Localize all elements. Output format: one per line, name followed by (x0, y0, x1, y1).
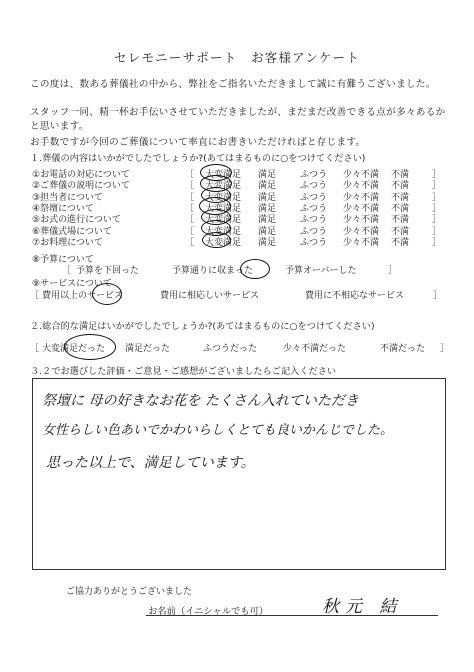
q1-row-4-option-dissatisfied[interactable]: 不満 (391, 203, 410, 214)
q1-row-2-option-satisfied[interactable]: 満足 (258, 181, 277, 192)
q1-row-6-open-bracket: ［ (185, 226, 195, 237)
comment-line-2: 女性らしい色あいでかわいらしくとても良いかんじでした。 (42, 423, 394, 438)
q1-row-6-option-neutral[interactable]: ふつう (300, 226, 328, 237)
q1-row-2-option-dissatisfied[interactable]: 不満 (391, 181, 410, 192)
q1-item-5: ⑤お式の進行について (32, 215, 121, 226)
q1-row-4-option-slightly-dissatisfied[interactable]: 少々不満 (343, 203, 380, 214)
q1-row-2-open-bracket: ［ (185, 181, 195, 192)
q1-row-4-close-bracket: ］ (432, 203, 442, 214)
q1-row-3-close-bracket: ］ (432, 192, 442, 203)
budget-option-on[interactable]: 予算通りに収まった (172, 266, 254, 276)
q3-heading: ３.２でお選びした評価・ご意見・ご感想がございましたらご記入ください (30, 366, 337, 377)
q1-row-6-option-slightly-dissatisfied[interactable]: 少々不満 (343, 226, 380, 237)
q1-row-1-option-slightly-dissatisfied[interactable]: 少々不満 (343, 170, 380, 180)
name-underline (146, 615, 438, 616)
q2-open-bracket: ［ (30, 344, 40, 354)
service-option-match[interactable]: 費用に相応しいサービス (160, 291, 260, 301)
service-option-below[interactable]: 費用に不相応なサービス (305, 291, 405, 301)
budget-close-bracket: ］ (388, 266, 398, 276)
budget-option-over[interactable]: 予算オーバーした (285, 266, 357, 276)
q1-item-3: ③担当者について (32, 192, 103, 203)
q1-row-1-open-bracket: ［ (185, 170, 195, 180)
q2-option-slightly-dissatisfied[interactable]: 少々不満だった (283, 344, 347, 354)
q1-row-7-option-satisfied[interactable]: 満足 (258, 237, 277, 248)
q2-close-bracket: ］ (440, 344, 450, 354)
q1-row-7-close-bracket: ］ (432, 237, 442, 248)
q1-row-1-close-bracket: ］ (432, 170, 442, 180)
service-answer-circle (92, 283, 122, 305)
q1-row-4-option-neutral[interactable]: ふつう (300, 203, 328, 214)
q1-item-6: ⑥葬儀式場について (32, 226, 112, 237)
q1-row-1-option-neutral[interactable]: ふつう (300, 170, 328, 180)
q2-option-neutral[interactable]: ふつうだった (203, 344, 258, 354)
q1-heading: １.葬儀の内容はいかがでしたでしょうか?(あてはまるものに○をつけてください) (30, 153, 366, 164)
q1-row-1-option-very-satisfied[interactable]: 大変満足 (205, 170, 242, 180)
comment-line-1: 祭壇に 母の好きなお花を たくさん入れていただき (42, 393, 359, 409)
q1-row-3-option-neutral[interactable]: ふつう (300, 192, 328, 203)
q1-row-2-option-neutral[interactable]: ふつう (300, 181, 328, 192)
q1-row-2-option-very-satisfied[interactable]: 大変満足 (205, 181, 242, 192)
q1-row-5-open-bracket: ［ (185, 215, 195, 226)
q1-row-6-option-satisfied[interactable]: 満足 (258, 226, 277, 237)
q1-row-5-option-satisfied[interactable]: 満足 (258, 215, 277, 226)
name-label: お名前（イニシャルでも可） (148, 606, 269, 617)
q1-row-7-option-very-satisfied[interactable]: 大変満足 (205, 237, 242, 248)
q2-option-dissatisfied[interactable]: 不満だった (380, 344, 426, 354)
q1-row-5-option-neutral[interactable]: ふつう (300, 215, 328, 226)
q1-row-5-option-slightly-dissatisfied[interactable]: 少々不満 (343, 215, 380, 226)
q1-row-6-option-very-satisfied[interactable]: 大変満足 (205, 226, 242, 237)
q2-answer-circle (64, 334, 116, 360)
budget-open-bracket: ［ (62, 266, 72, 276)
q1-item-service: ⑨サービスについて (32, 279, 112, 289)
q1-row-1-option-satisfied[interactable]: 満足 (258, 170, 277, 180)
q1-row-2-option-slightly-dissatisfied[interactable]: 少々不満 (343, 181, 380, 192)
comment-line-3: 思った以上で、満足しています。 (46, 455, 255, 471)
q1-item-4: ④祭壇について (32, 203, 94, 214)
q1-row-4-option-satisfied[interactable]: 満足 (258, 203, 277, 214)
q1-row-7-option-dissatisfied[interactable]: 不満 (391, 237, 410, 248)
q1-item-1: ①お電話の対応について (32, 170, 130, 180)
q2-option-satisfied[interactable]: 満足だった (125, 344, 171, 354)
budget-option-under[interactable]: 予算を下回った (76, 266, 140, 276)
service-open-bracket: ［ (30, 291, 40, 301)
q1-item-7: ⑦お料理について (32, 237, 103, 248)
q1-row-4-option-very-satisfied[interactable]: 大変満足 (205, 203, 242, 214)
service-close-bracket: ］ (433, 291, 443, 301)
q1-row-7-option-slightly-dissatisfied[interactable]: 少々不満 (343, 237, 380, 248)
thanks-text: ご協力ありがとうございました (66, 587, 193, 597)
budget-answer-circle (240, 259, 270, 279)
q1-row-3-option-satisfied[interactable]: 満足 (258, 192, 277, 203)
q1-row-5-option-dissatisfied[interactable]: 不満 (391, 215, 410, 226)
q1-row-3-option-dissatisfied[interactable]: 不満 (391, 192, 410, 203)
q1-row-3-open-bracket: ［ (185, 192, 195, 203)
q1-row-6-close-bracket: ］ (432, 226, 442, 237)
q1-row-3-option-very-satisfied[interactable]: 大変満足 (205, 192, 242, 203)
q1-item-2: ②ご葬儀の説明について (32, 181, 130, 192)
q1-row-7-answer-circle (202, 232, 231, 248)
q1-row-5-option-very-satisfied[interactable]: 大変満足 (205, 215, 242, 226)
intro-paragraph-2: スタッフ一同、精一杯お手伝いさせていただきましたが、まだまだ改善できる点が多々あるかと思います。 (30, 107, 446, 132)
q1-row-3-option-slightly-dissatisfied[interactable]: 少々不満 (343, 192, 380, 203)
page-title: セレモニーサポート お客様アンケート (114, 50, 360, 65)
name-value: 秋元 結 (322, 597, 403, 617)
q1-item-budget: ⑧予算について (32, 255, 94, 265)
intro-paragraph-3: お手数ですが今回のご葬儀について率直にお書きいただければと存じます。 (30, 137, 366, 148)
q1-row-4-open-bracket: ［ (185, 203, 195, 214)
q2-heading: ２.総合的な満足はいかがでしたでしょうか?(あてはまるものに○をつけてください) (30, 321, 375, 332)
q1-row-2-close-bracket: ］ (432, 181, 442, 192)
intro-paragraph-1: この度は、数ある葬儀社の中から、弊社をご指名いただきまして誠に有難うございました。 (30, 79, 436, 90)
service-option-above[interactable]: 費用以上のサービス (42, 291, 124, 301)
q2-option-very-satisfied[interactable]: 大変満足だった (42, 344, 106, 354)
q1-row-6-option-dissatisfied[interactable]: 不満 (391, 226, 410, 237)
q1-row-1-option-dissatisfied[interactable]: 不満 (391, 170, 410, 180)
q1-row-7-option-neutral[interactable]: ふつう (300, 237, 328, 248)
q1-row-7-open-bracket: ［ (185, 237, 195, 248)
q1-row-5-close-bracket: ］ (432, 215, 442, 226)
